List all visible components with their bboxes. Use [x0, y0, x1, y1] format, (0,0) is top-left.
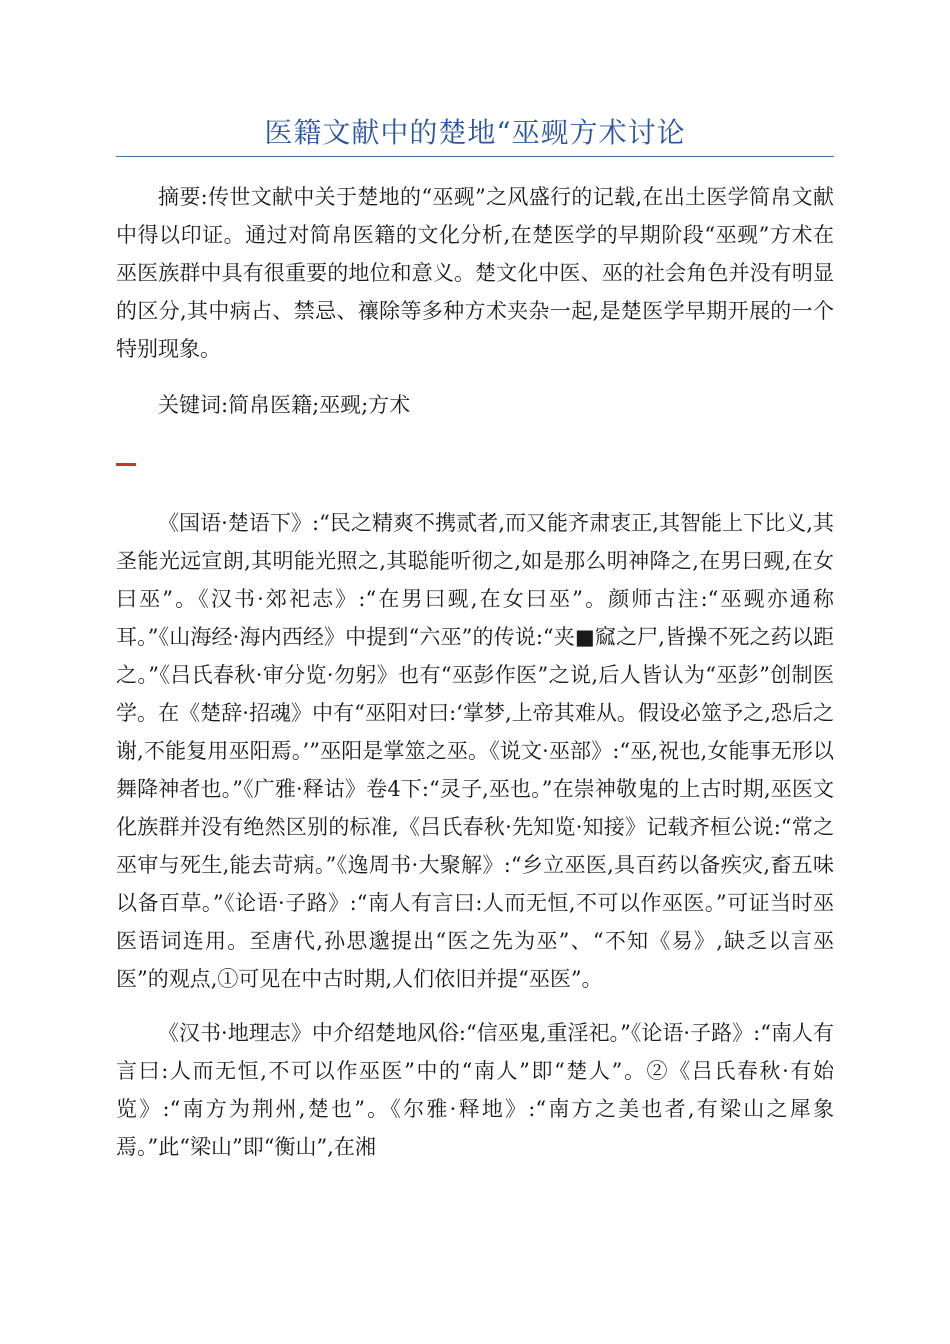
body-paragraph-2: 《汉书·地理志》中介绍楚地风俗:“信巫鬼,重淫祀。”《论语·子路》:“南人有言曰:人而无恒,不可以作巫医”中的“南人”即“楚人”。②《吕氏春秋·有始览》:“南方为荆州,楚也”。《尔雅·释地》:“南方之美也者,有梁山之犀象焉。”此“梁山”即“衡山”,在湘 — [116, 1021, 834, 1159]
document-page — [116, 0, 834, 1166]
abstract-paragraph: 摘要:传世文献中关于楚地的“巫觋”之风盛行的记载,在出土医学简帛文献中得以印证。通过对简帛医籍的文化分析,在楚医学的早期阶段“巫觋”方术在巫医族群中具有很重要的地位和意义。楚文化中医、巫的社会角色并没有明显的区分,其中病占、禁忌、禳除等多种方术夹杂一起,是楚医学早期开展的一个特别现象。 — [116, 185, 834, 361]
section-number-one — [116, 463, 136, 466]
title-underline — [116, 156, 834, 157]
body-paragraph-1: 《国语·楚语下》:“民之精爽不携贰者,而又能齐肃衷正,其智能上下比义,其圣能光远宣朗,其明能光照之,其聪能听彻之,如是那么明神降之,在男曰觋,在女曰巫”。《汉书·郊祀志》:“在男曰觋,在女曰巫”。颜师古注:“巫觋亦通称耳。”《山海经·海内西经》中提到“六巫”的传说:“夹■窳之尸,皆操不死之药以距之。”《吕氏春秋·审分览·勿躬》也有“巫彭作医”之说,后人皆认为“巫彭”创制医学。在《楚辞·招魂》中有“巫阳对曰:‘掌梦,上帝其难从。假设必筮予之,恐后之谢,不能复用巫阳焉。’”巫阳是掌筮之巫。《说文·巫部》:“巫,祝也,女能事无形以舞降神者也。”《广雅·释诂》卷4下:“灵子,巫也。”在崇神敬鬼的上古时期,巫医文化族群并没有绝然区别的标准,《吕氏春秋·先知览·知接》记载齐桓公说:“常之巫审与死生,能去苛病。”《逸周书·大聚解》:“乡立巫医,具百药以备疾灾,畜五味以备百草。”《论语·子路》:“南人有言曰:人而无恒,不可以作巫医。”可证当时巫医语词连用。至唐代,孙思邈提出“医之先为巫”、“不知《易》,缺乏以言巫医”的观点,①可见在中古时期,人们依旧并提“巫医”。 — [116, 511, 834, 991]
document-title: 医籍文献中的楚地“巫觋方术讨论 — [264, 116, 686, 149]
section-marker — [116, 446, 834, 484]
keywords-line: 关键词:简帛医籍;巫觋;方术 — [158, 393, 411, 417]
